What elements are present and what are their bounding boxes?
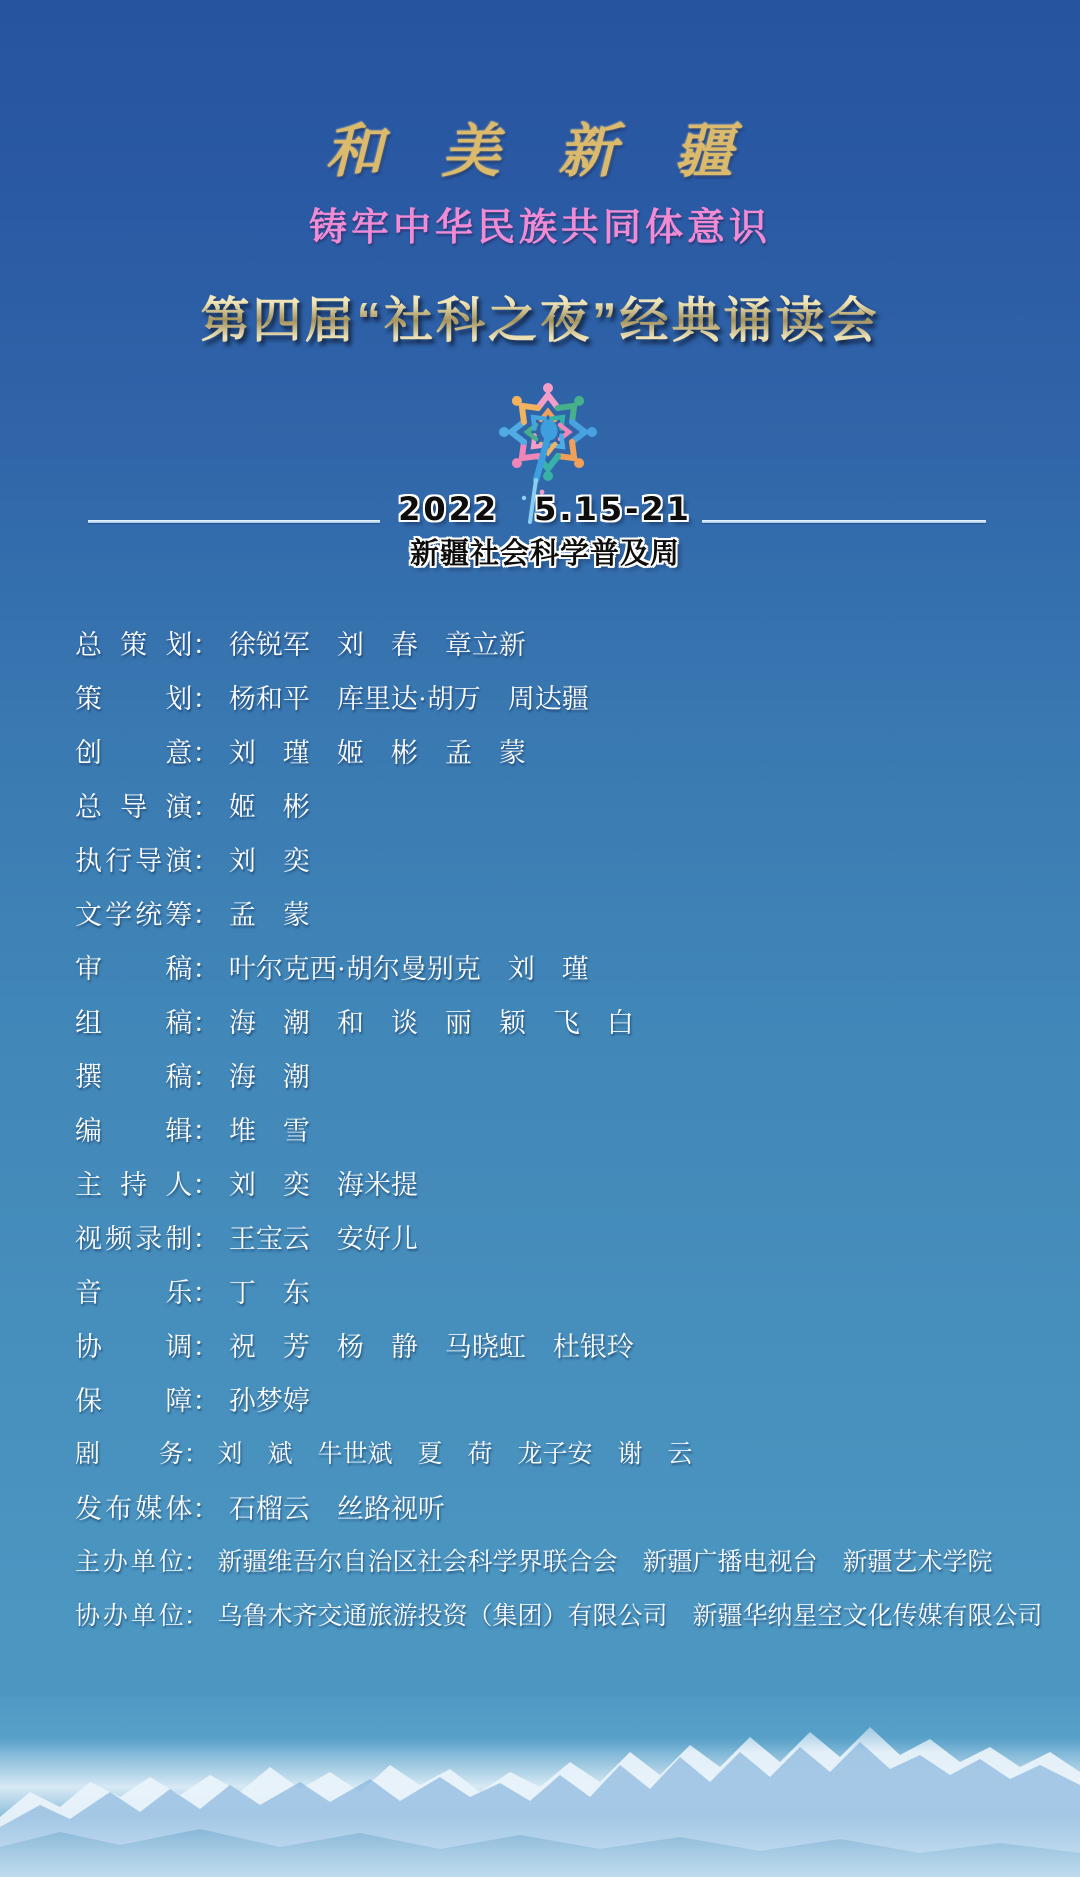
credit-names: 徐锐军 刘 春 章立新 [228,630,526,660]
snow-mountains-illustration [0,1697,1080,1877]
credit-names: 叶尔克西·胡尔曼别克 刘 瑾 [228,954,589,984]
credit-names: 刘 奕 海米提 [228,1170,418,1200]
credit-names: 孟 蒙 [228,900,310,930]
main-title: 第四届“社科之夜”经典诵读会 [0,282,1080,352]
credit-role-label: 创意 [75,738,193,768]
credit-row [75,888,1044,942]
credit-role-label: 执行导演 [75,846,193,876]
credit-separator: ： [183,1549,209,1576]
credit-separator: ： [192,738,220,768]
credit-separator: ： [192,1386,220,1416]
credit-role-label: 剧务 [75,1441,184,1468]
credit-role-label: 文学统筹 [75,900,193,930]
credit-separator: ： [192,1494,220,1524]
credit-row [75,1320,1044,1374]
credit-role-label: 编辑 [75,1116,193,1146]
credit-separator: ： [192,1224,220,1254]
credit-role-label: 撰稿 [75,1062,193,1092]
credit-role-label: 策划 [75,684,193,714]
credit-role-label: 总策划 [75,630,193,660]
credit-role-label: 协办单位 [75,1603,184,1630]
credit-role-label: 总导演 [75,792,193,822]
credit-names: 杨和平 库里达·胡万 周达疆 [228,684,589,714]
credit-role-label: 审稿 [75,954,193,984]
credit-names: 刘 瑾 姬 彬 孟 蒙 [228,738,526,768]
credit-separator: ： [192,1008,220,1038]
credit-row [75,780,1044,834]
credit-row [75,834,1044,888]
credit-names: 海 潮 和 谈 丽 颖 飞 白 [228,1008,634,1038]
credit-names: 刘 奕 [228,846,310,876]
credit-names: 堆 雪 [228,1116,310,1146]
credit-separator: ： [192,630,220,660]
credit-names: 海 潮 [228,1062,310,1092]
date-block [5,484,1080,572]
credit-names: 新疆维吾尔自治区社会科学界联合会 新疆广播电视台 新疆艺术学院 [217,1549,993,1576]
credit-separator: ： [192,1062,220,1092]
credit-names: 姬 彬 [228,792,310,822]
credit-names: 祝 芳 杨 静 马晓虹 杜银玲 [228,1332,634,1362]
credit-row [75,1428,1044,1482]
credit-row [75,1482,1044,1536]
credit-row [75,672,1044,726]
credit-names: 孙梦婷 [228,1386,310,1416]
credit-separator: ： [192,792,220,822]
event-week-title: 新疆社会科学普及周 [409,538,680,570]
credit-row [75,942,1044,996]
credit-row [75,726,1044,780]
credit-row [75,1536,1044,1590]
credit-names: 刘 斌 牛世斌 夏 荷 龙子安 谢 云 [217,1441,693,1468]
credit-row [75,1374,1044,1428]
calligraphy-title: 和 美 新 疆 [325,119,755,184]
credit-separator: ： [183,1441,209,1468]
credit-names: 丁 东 [228,1278,310,1308]
credit-row [75,1266,1044,1320]
credit-row [75,1050,1044,1104]
credit-row [75,996,1044,1050]
credit-separator: ： [192,900,220,930]
credits-list [75,618,1044,1644]
credit-role-label: 保障 [75,1386,193,1416]
credit-row [75,1212,1044,1266]
credit-names: 乌鲁木齐交通旅游投资（集团）有限公司 新疆华纳星空文化传媒有限公司 [217,1603,1043,1630]
slogan-title: 铸牢中华民族共同体意识 [308,207,771,249]
credit-row [75,1590,1044,1644]
credit-role-label: 协调 [75,1332,193,1362]
credit-row [75,618,1044,672]
credit-separator: ： [192,1170,220,1200]
credit-separator: ： [192,1332,220,1362]
credit-role-label: 主持人 [75,1170,193,1200]
credit-role-label: 发布媒体 [75,1494,193,1524]
credit-separator: ： [183,1603,209,1630]
credit-separator: ： [192,1278,220,1308]
credit-separator: ： [192,846,220,876]
credit-role-label: 视频录制 [75,1224,193,1254]
credit-separator: ： [192,1116,220,1146]
credit-names: 王宝云 安好儿 [228,1224,418,1254]
credit-separator: ： [192,684,220,714]
credit-row [75,1158,1044,1212]
credit-separator: ： [192,954,220,984]
event-dates: 2022 5.15-21 [398,490,692,528]
credit-row [75,1104,1044,1158]
credit-role-label: 组稿 [75,1008,193,1038]
credit-role-label: 音乐 [75,1278,193,1308]
credit-role-label: 主办单位 [75,1549,184,1576]
credit-names: 石榴云 丝路视听 [228,1494,445,1524]
